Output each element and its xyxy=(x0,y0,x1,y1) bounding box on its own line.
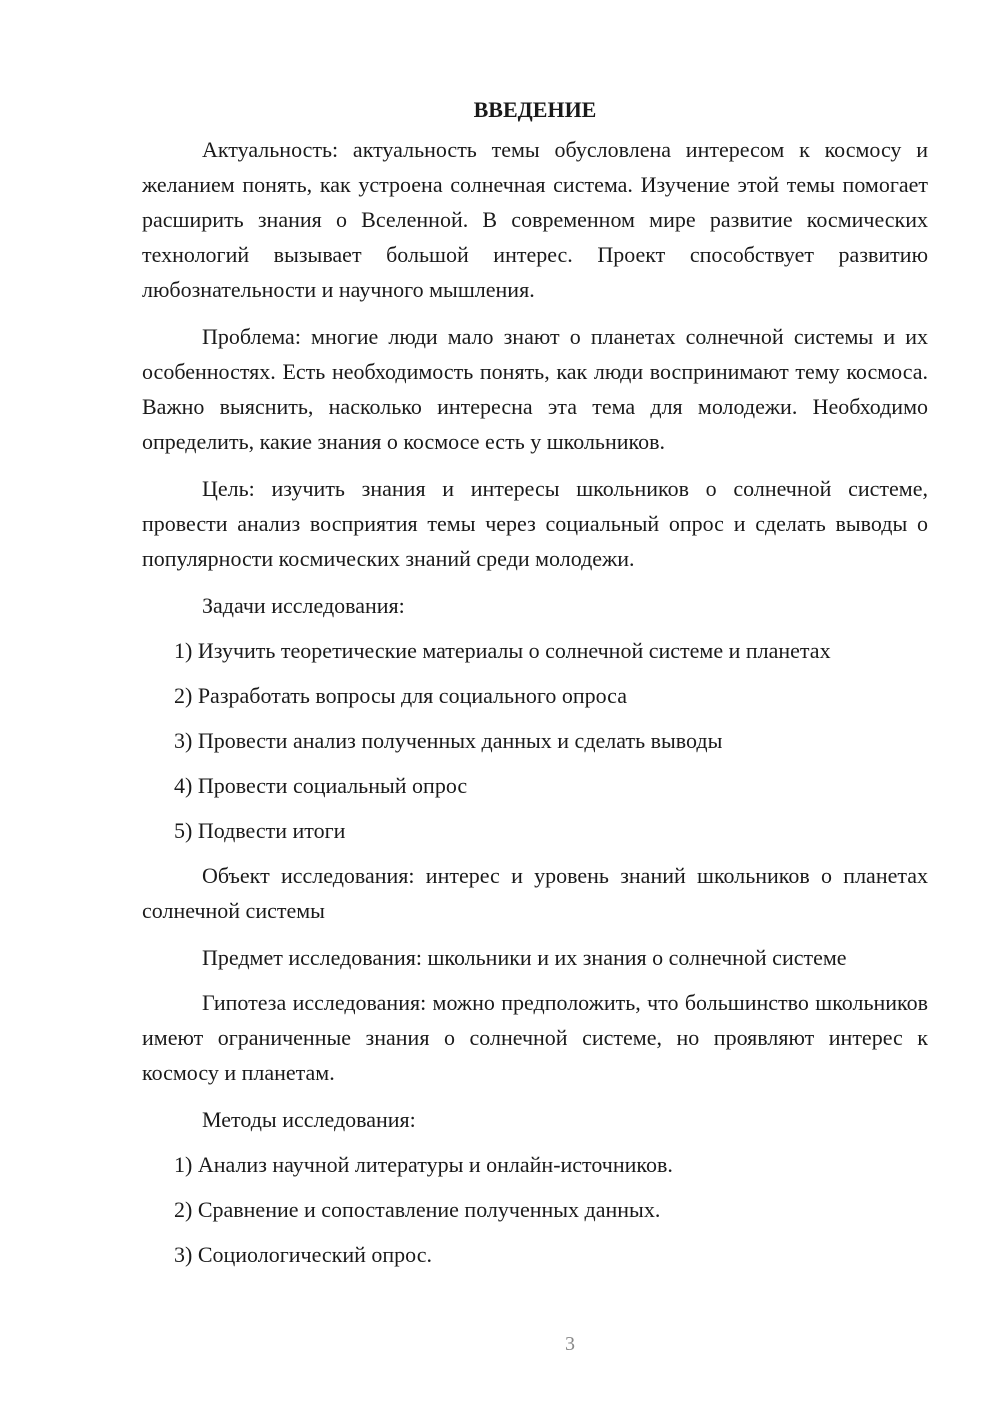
subject-paragraph: Предмет исследования: школьники и их знания о солнечной системе xyxy=(202,945,847,970)
task-item: 1) Изучить теоретические материалы о солнечной системе и планетах xyxy=(174,638,831,663)
object-paragraph: Объект исследования: интерес и уровень знаний школьников о планетах солнечной системы xyxy=(142,863,928,923)
page-content xyxy=(142,92,928,1282)
section-title: ВВЕДЕНИЕ xyxy=(473,97,597,122)
task-item: 4) Провести социальный опрос xyxy=(174,773,468,798)
goal-paragraph: Цель: изучить знания и интересы школьников о солнечной системе, провести анализ восприятия темы через социальный опрос и сделать выводы о популярности космических знаний среди молодежи. xyxy=(142,476,928,571)
task-item: 2) Разработать вопросы для социального опроса xyxy=(174,683,627,708)
hypothesis-paragraph: Гипотеза исследования: можно предположить, что большинство школьников имеют ограниченные знания о солнечной системе, но проявляют интерес к космосу и планетам. xyxy=(142,990,928,1085)
problem-paragraph: Проблема: многие люди мало знают о планетах солнечной системы и их особенностях. Есть необходимость понять, как люди воспринимают тему космоса. Важно выяснить, насколько интересна эта тема для молодежи. Необходимо определить, какие знания о космосе есть у школьников. xyxy=(142,324,928,454)
methods-heading: Методы исследования: xyxy=(202,1107,416,1132)
page-number: 3 xyxy=(565,1333,575,1355)
tasks-heading: Задачи исследования: xyxy=(202,593,405,618)
method-item: 3) Социологический опрос. xyxy=(174,1242,432,1267)
relevance-paragraph: Актуальность: актуальность темы обусловлена интересом к космосу и желанием понять, как устроена солнечная система. Изучение этой темы помогает расширить знания о Вселенной. В современном мире развитие космических технологий вызывает большой интерес. Проект способствует развитию любознательности и научного мышления. xyxy=(142,137,928,302)
method-item: 2) Сравнение и сопоставление полученных данных. xyxy=(174,1197,661,1222)
tasks-list xyxy=(142,633,928,848)
methods-list xyxy=(142,1147,928,1272)
method-item: 1) Анализ научной литературы и онлайн-источников. xyxy=(174,1152,673,1177)
task-item: 5) Подвести итоги xyxy=(174,818,346,843)
task-item: 3) Провести анализ полученных данных и сделать выводы xyxy=(174,728,723,753)
